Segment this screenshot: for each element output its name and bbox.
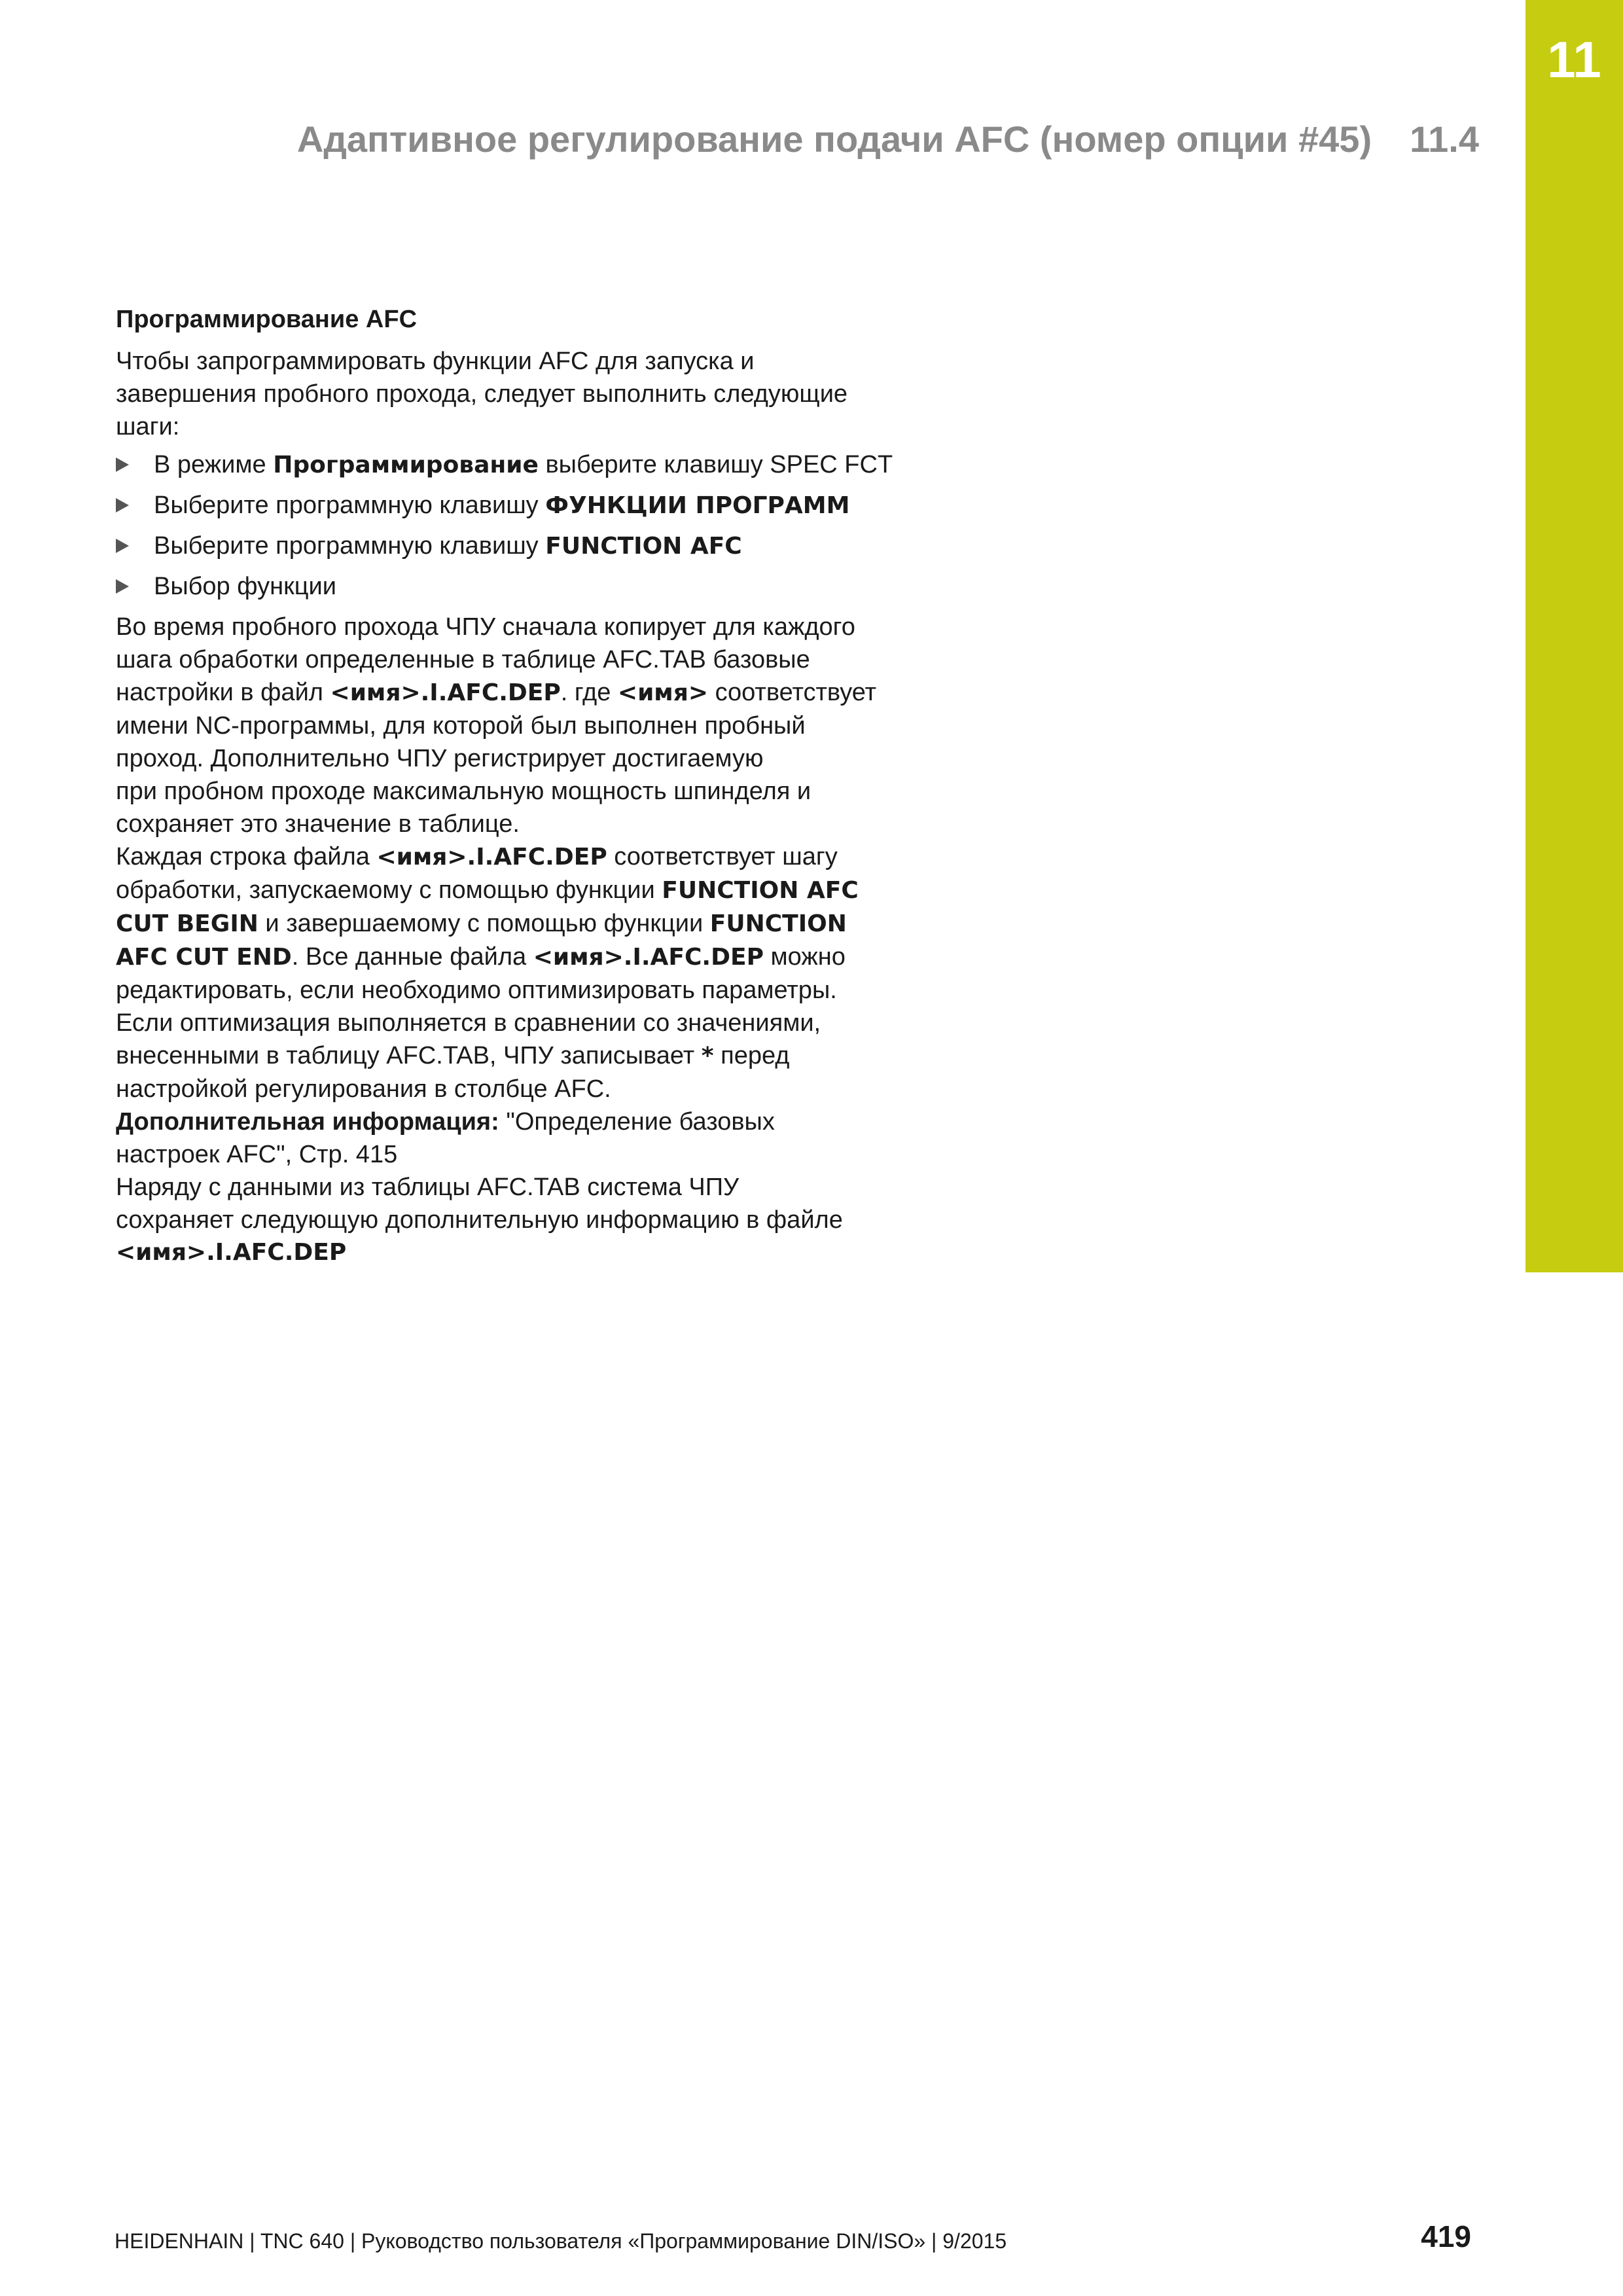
text-run: перед (713, 1042, 790, 1069)
text-line: шага обработки определенные в таблице AFC.TAB базовые (116, 646, 810, 673)
code-keyword: AFC CUT END (116, 944, 292, 971)
paragraph-trial-run (116, 611, 954, 840)
bullet-triangle-icon (116, 457, 129, 472)
header-section-number: 11.4 (1410, 118, 1479, 160)
step-text: В режиме (154, 451, 274, 478)
more-info-paragraph (116, 1105, 954, 1171)
step-text: выберите клавишу SPEC FCT (538, 451, 893, 478)
text-run: соответствует шагу (607, 843, 838, 870)
text-line: сохраняет это значение в таблице. (116, 810, 520, 838)
text-line (116, 1039, 954, 1073)
text-run: . где (560, 679, 618, 706)
text-run: обработки, запускаемому с помощью функции (116, 876, 662, 904)
text-line: редактировать, если необходимо оптимизировать параметры. (116, 977, 837, 1004)
more-info-link[interactable]: настроек AFC", Стр. 415 (116, 1141, 398, 1168)
more-info-link[interactable]: "Определение базовых (499, 1108, 775, 1136)
text-run: соответствует (708, 679, 877, 706)
filename: <имя>.I.AFC.DEP (116, 1239, 347, 1266)
code-keyword: CUT BEGIN (116, 910, 259, 937)
text-line (116, 676, 954, 709)
text-run: внесенными в таблицу AFC.TAB, ЧПУ записывает (116, 1042, 702, 1069)
intro-line: завершения пробного прохода, следует выполнить следующие (116, 380, 848, 408)
text-run: и завершаемому с помощью функции (258, 910, 710, 937)
bullet-triangle-icon (116, 498, 129, 512)
filename: <имя>.I.AFC.DEP (376, 844, 607, 870)
text-run: настройки в файл (116, 679, 330, 706)
intro-line: Чтобы запрограммировать функции AFC для запуска и (116, 348, 755, 375)
text-line (116, 1105, 954, 1138)
asterisk-mark: * (701, 1043, 714, 1069)
text-line: имени NC-программы, для которой был выполнен пробный (116, 712, 806, 740)
name-placeholder: <имя> (617, 679, 709, 706)
text-line: при пробном проходе максимальную мощность шпинделя и (116, 778, 812, 805)
step-key: Программирование (273, 452, 539, 478)
filename: <имя>.I.AFC.DEP (330, 679, 561, 706)
bullet-triangle-icon (116, 579, 129, 594)
step-item (116, 489, 954, 522)
chapter-tab (1525, 0, 1623, 1272)
text-line: Если оптимизация выполняется в сравнении со значениями, (116, 1009, 821, 1037)
code-keyword: FUNCTION (709, 910, 847, 937)
text-line: Наряду с данными из таблицы AFC.TAB система ЧПУ (116, 1174, 740, 1201)
filename: <имя>.I.AFC.DEP (533, 944, 764, 971)
paragraph-file-lines (116, 840, 954, 1105)
text-line: сохраняет следующую дополнительную информацию в файле (116, 1206, 843, 1234)
intro-line: шаги: (116, 413, 180, 440)
steps-list (116, 448, 954, 603)
more-info-label: Дополнительная информация: (116, 1108, 499, 1136)
page-number: 419 (1421, 2219, 1471, 2253)
step-item (116, 529, 954, 562)
section-heading: Программирование AFC (116, 306, 418, 333)
step-text: Выберите программную клавишу (154, 492, 546, 519)
text-line: Во время пробного прохода ЧПУ сначала копирует для каждого (116, 613, 855, 641)
step-text: Выберите программную клавишу (154, 532, 546, 560)
text-line: настройкой регулирования в столбце AFC. (116, 1075, 611, 1103)
text-line (116, 941, 954, 974)
main-content (116, 303, 954, 1269)
step-key: FUNCTION AFC (545, 533, 742, 560)
step-key: ФУНКЦИИ ПРОГРАММ (545, 492, 850, 519)
step-text: Выбор функции (154, 573, 336, 600)
bullet-triangle-icon (116, 539, 129, 553)
text-line: проход. Дополнительно ЧПУ регистрирует достигаемую (116, 745, 764, 772)
text-line (116, 907, 954, 941)
intro-paragraph (116, 345, 954, 443)
code-keyword: FUNCTION AFC (662, 877, 859, 904)
page-header (242, 118, 1479, 160)
step-item (116, 448, 954, 481)
text-line (116, 874, 954, 907)
header-title: Адаптивное регулирование подачи AFC (номер опции #45) (296, 118, 1372, 160)
page-footer: HEIDENHAIN | TNC 640 | Руководство пользователя «Программирование DIN/ISO» | 9/2015 (115, 2229, 1007, 2253)
text-line (116, 840, 954, 874)
text-run: можно (763, 943, 846, 971)
chapter-number: 11 (1547, 31, 1601, 88)
text-run: . Все данные файла (291, 943, 533, 971)
step-item (116, 570, 954, 603)
paragraph-additional-data (116, 1171, 954, 1269)
text-run: Каждая строка файла (116, 843, 377, 870)
